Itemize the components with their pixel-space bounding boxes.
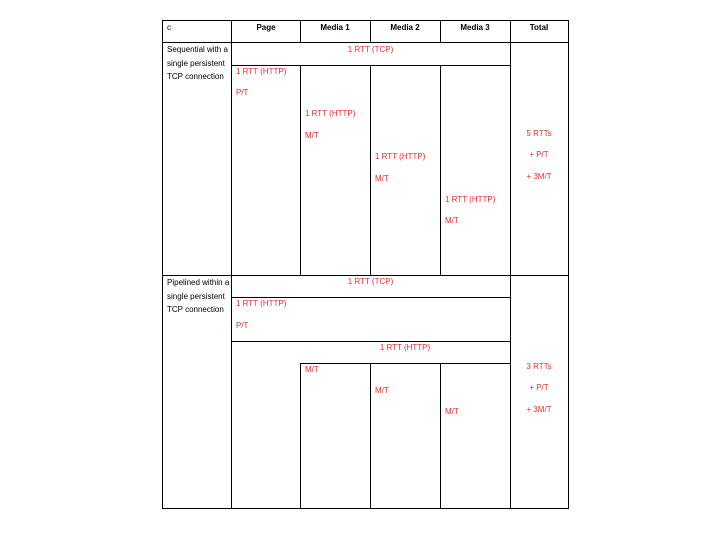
corner-cell-text: c	[167, 23, 171, 32]
col-line-total	[510, 20, 511, 509]
col-line-media2-pipe	[370, 363, 371, 509]
pipe-media2-mt: M/T	[375, 386, 389, 395]
pipelined-label: Pipelined within a single persistent TCP connection	[167, 278, 230, 314]
seq-media2-mt: M/T	[375, 174, 389, 183]
header-media-3: Media 3	[460, 23, 490, 32]
seq-total-mt: + 3M/T	[526, 172, 552, 181]
table-border-left	[162, 20, 163, 509]
pipe-tcp-rtt: 1 RTT (TCP)	[347, 277, 394, 286]
sequential-label: Sequential with a single persistent TCP connection	[167, 45, 228, 81]
seq-media2-http: 1 RTT (HTTP)	[375, 152, 426, 161]
col-line-media3-seq	[440, 65, 441, 276]
pipe-media-http: 1 RTT (HTTP)	[379, 343, 431, 352]
seq-page-http: 1 RTT (HTTP)	[236, 67, 287, 76]
seq-total-pt: + P/T	[529, 150, 549, 159]
seq-media3-mt: M/T	[445, 216, 459, 225]
pipe-media3-mt: M/T	[445, 407, 459, 416]
pipe-media1-mt: M/T	[305, 365, 319, 374]
seq-tcp-rtt: 1 RTT (TCP)	[347, 45, 394, 54]
col-line-media1-pipe	[300, 363, 301, 509]
pipe-media-http-bottom-line	[300, 363, 510, 364]
table-border-right	[568, 20, 569, 509]
col-line-media3-pipe	[440, 363, 441, 509]
col-line-page	[231, 20, 232, 509]
seq-page-pt: P/T	[236, 88, 249, 97]
col-line-media1-seq	[300, 65, 301, 276]
pipe-total-mt: + 3M/T	[526, 405, 552, 414]
seq-total-rtts: 5 RTTs	[526, 129, 552, 138]
seq-media1-mt: M/T	[305, 131, 319, 140]
pipe-total-rtts: 3 RTTs	[526, 362, 552, 371]
pipe-page-pt: P/T	[236, 321, 249, 330]
header-page: Page	[256, 23, 276, 32]
seq-media1-http: 1 RTT (HTTP)	[305, 109, 356, 118]
table-border-bottom	[162, 508, 568, 509]
header-total: Total	[529, 23, 549, 32]
seq-media3-http: 1 RTT (HTTP)	[445, 195, 496, 204]
col-line-media2-seq	[370, 65, 371, 276]
header-media-1: Media 1	[320, 23, 350, 32]
pipe-total-pt: + P/T	[529, 383, 549, 392]
header-media-2: Media 2	[390, 23, 420, 32]
pipe-page-http: 1 RTT (HTTP)	[236, 299, 287, 308]
